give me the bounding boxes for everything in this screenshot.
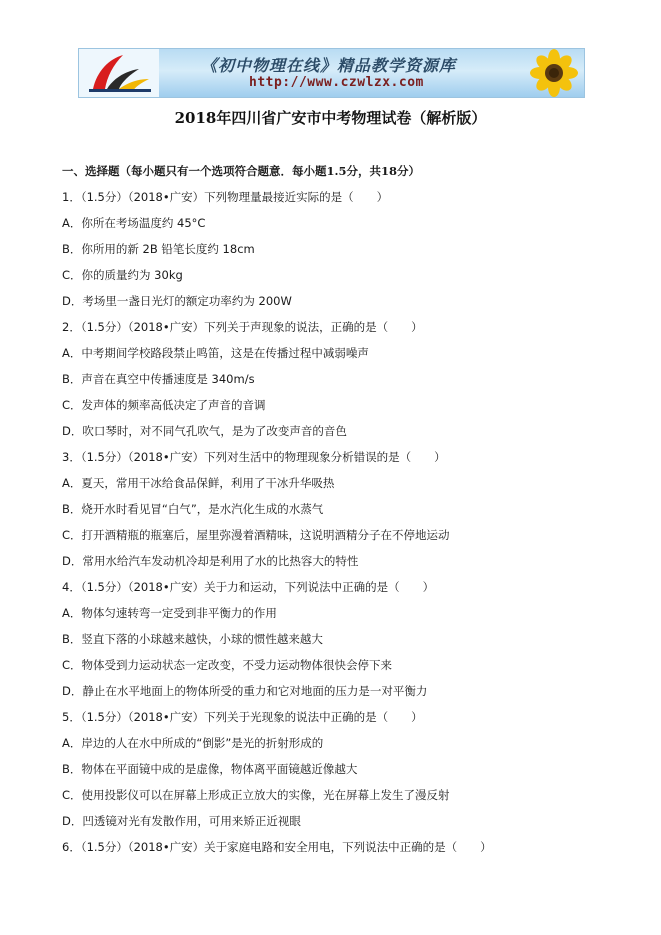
option-line: A．夏天，常用干冰给食品保鲜，利用了干冰升华吸热: [62, 476, 335, 490]
option-line: B．竖直下落的小球越来越快，小球的惯性越来越大: [62, 632, 323, 646]
option-line: A．岸边的人在水中所成的“倒影”是光的折射形成的: [62, 736, 324, 750]
option-line: A．中考期间学校路段禁止鸣笛，这是在传播过程中减弱噪声: [62, 346, 369, 360]
option-line: D．静止在水平地面上的物体所受的重力和它对地面的压力是一对平衡力: [62, 684, 428, 698]
site-logo-icon: [79, 49, 159, 97]
section-heading: 一、选择题（每小题只有一个选项符合题意．每小题1.5分，共18分）: [62, 164, 421, 178]
banner-url: http://www.czwlzx.com: [249, 75, 424, 90]
option-line: A．你所在考场温度约 45°C: [62, 216, 206, 230]
question-line: 4．（1.5分）（2018•广安）关于力和运动，下列说法中正确的是（ ）: [62, 580, 435, 594]
option-line: D．吹口琴时，对不同气孔吹气，是为了改变声音的音色: [62, 424, 347, 438]
question-line: 2．（1.5分）（2018•广安）下列关于声现象的说法，正确的是（ ）: [62, 320, 423, 334]
question-line: 5．（1.5分）（2018•广安）下列关于光现象的说法中正确的是（ ）: [62, 710, 423, 724]
option-line: D．常用水给汽车发动机冷却是利用了水的比热容大的特性: [62, 554, 359, 568]
option-line: B．烧开水时看见冒“白气”，是水汽化生成的水蒸气: [62, 502, 324, 516]
sunflower-icon: [514, 49, 584, 97]
option-line: D．考场里一盏日光灯的额定功率约为 200W: [62, 294, 292, 308]
option-line: D．凹透镜对光有发散作用，可用来矫正近视眼: [62, 814, 301, 828]
banner-title: 《初中物理在线》精品教学资源库: [201, 56, 457, 75]
question-line: 6．（1.5分）（2018•广安）关于家庭电路和安全用电，下列说法中正确的是（ ）: [62, 840, 492, 854]
option-line: C．发声体的频率高低决定了声音的音调: [62, 398, 266, 412]
option-line: A．物体匀速转弯一定受到非平衡力的作用: [62, 606, 277, 620]
question-line: 3．（1.5分）（2018•广安）下列对生活中的物理现象分析错误的是（ ）: [62, 450, 446, 464]
option-line: B．你所用的新 2B 铅笔长度约 18cm: [62, 242, 255, 256]
header-banner: [78, 48, 585, 98]
option-line: C．物体受到力运动状态一定改变，不受力运动物体很快会停下来: [62, 658, 393, 672]
option-line: C．使用投影仪可以在屏幕上形成正立放大的实像，光在屏幕上发生了漫反射: [62, 788, 450, 802]
option-line: C．你的质量约为 30kg: [62, 268, 183, 282]
option-line: B．声音在真空中传播速度是 340m/s: [62, 372, 255, 386]
document-title: 2018年四川省广安市中考物理试卷（解析版）: [174, 109, 487, 127]
option-line: C．打开酒精瓶的瓶塞后，屋里弥漫着酒精味，这说明酒精分子在不停地运动: [62, 528, 450, 542]
option-line: B．物体在平面镜中成的是虚像，物体离平面镜越近像越大: [62, 762, 358, 776]
question-line: 1．（1.5分）（2018•广安）下列物理量最接近实际的是（ ）: [62, 190, 389, 204]
